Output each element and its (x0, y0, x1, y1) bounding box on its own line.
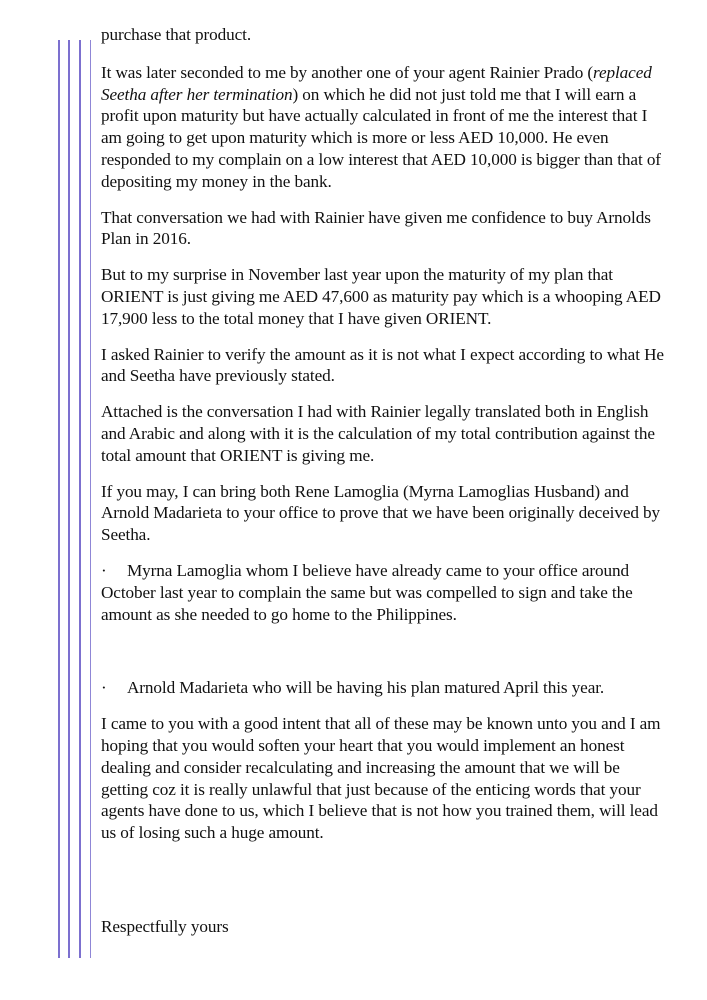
partial-top-line: purchase that product. (101, 25, 252, 44)
paragraph-text: It was later seconded to me by another one of your agent Rainier Prado ( (101, 62, 594, 82)
paragraph-verify: I asked Rainier to verify the amount as it is not what I expect according to what He and Seetha have previously stated. (101, 344, 664, 386)
closing-line: Respectfully yours (101, 916, 229, 936)
margin-line (58, 40, 60, 958)
bullet-icon: · (101, 560, 107, 580)
paragraph-witnesses: If you may, I can bring both Rene Lamoglia (Myrna Lamoglias Husband) and Arnold Madarieta to your office to prove that we have been originally deceived by Seetha. (101, 481, 661, 545)
paragraph-text: ) on which he did not just told me that I will earn a profit upon maturity but have actually calculated in front of me the interest that I am going to get upon maturity which is more or less AED 10,000. He even responded to my complain on a low interest that AED 10,000 is bigger than that of depositing my money in the bank. (101, 84, 661, 191)
paragraph-good-intent: I came to you with a good intent that all of these may be known unto you and I am hoping that you would soften your heart that you would implement an honest dealing and consider recalculating and increasing the amount that we will be getting coz it is really unlawful that just because of the enticing words that your agents have done to us, which I believe that is not how you trained them, will lead us of losing such a huge amount. (101, 714, 661, 843)
italic-note: replaced Seetha after her termination (101, 62, 652, 104)
paragraph-surprise: But to my surprise in November last year upon the maturity of my plan that ORIENT is just giving me AED 47,600 as maturity pay which is a whooping AED 17,900 less to the total money that I have given ORIENT. (101, 265, 661, 328)
paragraph-rainier-prado (101, 62, 671, 193)
paragraph-attached: Attached is the conversation I had with Rainier legally translated both in English and Arabic and along with it is the calculation of my total contribution against the total amount that ORIENT is giving me. (101, 402, 655, 465)
paragraph-confidence: That conversation we had with Rainier have given me confidence to buy Arnolds Plan in 2016. (101, 207, 651, 249)
margin-line (90, 40, 91, 958)
bullet-text: Myrna Lamoglia whom I believe have already came to your office around October last year to complain the same but was compelled to sign and take the amount as she needed to go home to the Philippines. (101, 560, 633, 624)
spacer (101, 858, 671, 916)
bullet-item (101, 677, 671, 699)
margin-line (79, 40, 81, 958)
bullet-icon: · (101, 678, 107, 698)
spacer (101, 639, 671, 677)
letter-body (101, 24, 671, 952)
bullet-text: Arnold Madarieta who will be having his plan matured April this year. (127, 678, 605, 698)
margin-line (68, 40, 70, 958)
bullet-item (101, 560, 671, 625)
